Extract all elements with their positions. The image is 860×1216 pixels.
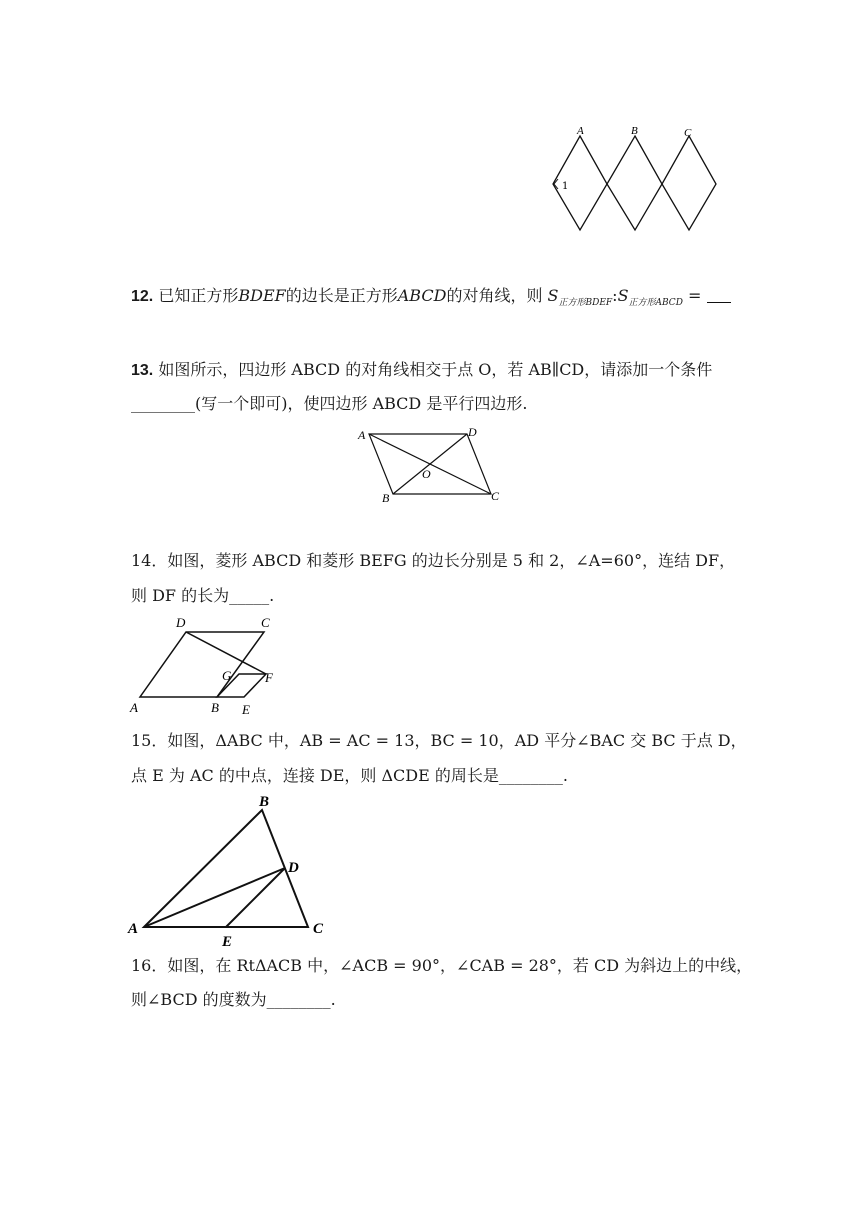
- svg-text:E: E: [242, 702, 250, 717]
- answer-blank: [707, 288, 731, 303]
- rhombus-3: [662, 136, 716, 230]
- question-14: [131, 551, 735, 571]
- svg-text:O: O: [422, 467, 431, 481]
- question-number: 13.: [131, 362, 154, 379]
- svg-text:G: G: [222, 668, 232, 683]
- question-16-line2: 则∠BCD 的度数为________.: [131, 990, 336, 1009]
- svg-text:A: A: [130, 700, 138, 715]
- question-15-line2: 点 E 为 AC 的中点，连接 DE，则 ΔCDE 的周长是________.: [131, 766, 568, 785]
- question-16: [131, 956, 752, 976]
- vertex-label-a: A: [577, 125, 584, 137]
- svg-text:F: F: [265, 670, 273, 685]
- angle-label-1: 1: [562, 181, 569, 192]
- svg-text:C: C: [491, 489, 500, 503]
- question-text-line1: 如图所示，四边形 ABCD 的对角线相交于点 O，若 AB∥CD，请添加一个条件: [158, 360, 713, 379]
- question-number: 14．: [131, 551, 168, 570]
- question-15: [131, 731, 747, 751]
- svg-text:B: B: [259, 794, 270, 810]
- svg-text:C: C: [261, 615, 270, 630]
- question-12: 12. 已知正方形BDEF的边长是正方形ABCD的对角线，则 $S_{正方形BDEF}:S_{正方形ABCD}$ =: [131, 286, 731, 313]
- svg-text:A: A: [358, 428, 366, 442]
- svg-text:D: D: [288, 860, 299, 876]
- question-13: [131, 360, 712, 381]
- question-number: 12.: [131, 288, 154, 305]
- rhombus-2: [607, 136, 662, 230]
- rhombi-df-figure: [126, 612, 286, 718]
- svg-text:B: B: [382, 491, 390, 505]
- vertex-label-c: C: [684, 127, 692, 139]
- svg-text:A: A: [128, 921, 139, 937]
- parallelogram-figure: [355, 424, 505, 506]
- svg-text:D: D: [176, 615, 186, 630]
- svg-text:C: C: [313, 921, 324, 937]
- svg-text:D: D: [468, 425, 477, 439]
- rhombi-figure: [548, 122, 723, 237]
- question-text-line1: 如图，ΔABC 中，AB = AC = 13，BC = 10，AD 平分∠BAC 交 BC 于点 D，: [167, 731, 747, 750]
- question-number: 16．: [131, 956, 168, 975]
- svg-text:E: E: [222, 934, 233, 950]
- question-14-line2: 则 DF 的长为_____.: [131, 586, 275, 605]
- vertex-label-b: B: [631, 125, 638, 137]
- ratio-formula: $S_{正方形BDEF}:S_{正方形ABCD}$ =: [547, 286, 702, 308]
- question-13-line2: ________(写一个即可)，使四边形 ABCD 是平行四边形.: [131, 394, 528, 413]
- question-number: 15．: [131, 731, 168, 750]
- svg-text:B: B: [211, 700, 219, 715]
- triangle-abc-figure: [126, 790, 336, 950]
- question-text-line1: 如图，菱形 ABCD 和菱形 BEFG 的边长分别是 5 和 2，∠A=60°，连结 DF，: [167, 551, 736, 570]
- question-text-line1: 如图，在 RtΔACB 中，∠ACB = 90°，∠CAB = 28°，若 CD 为斜边上的中线，: [167, 956, 753, 975]
